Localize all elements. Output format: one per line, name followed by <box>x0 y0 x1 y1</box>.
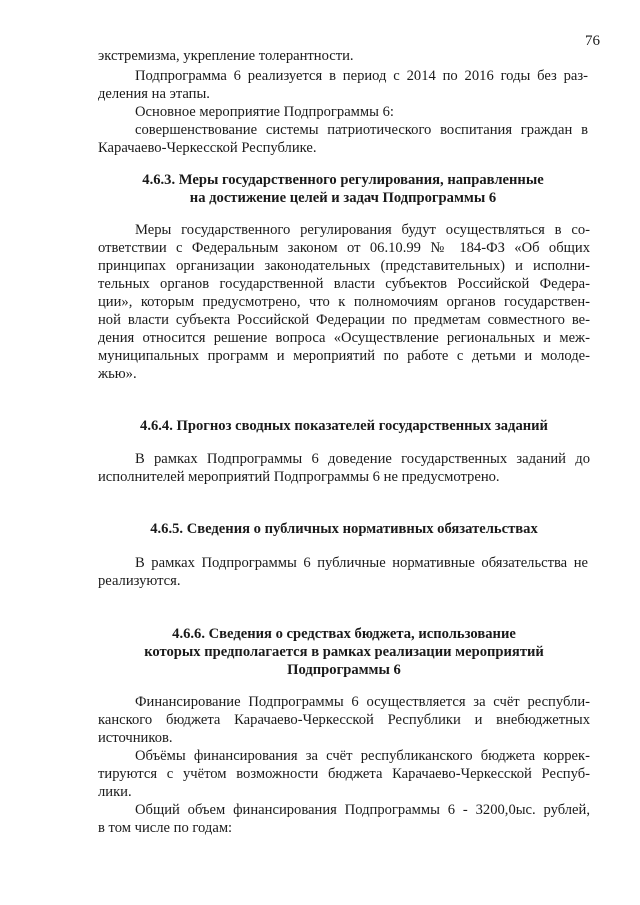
text-line: ции», которым предусмотрено, что к полномочиям органов государствен- <box>98 294 590 310</box>
section-heading: 4.6.6. Сведения о средствах бюджета, использование <box>172 626 516 642</box>
section-heading: 4.6.3. Меры государственного регулирования, направленные <box>142 172 544 188</box>
text-line: тируются с учётом возможности бюджета Карачаево-Черкесской Респуб- <box>98 766 590 782</box>
text-line: Карачаево-Черкесской Республике. <box>98 140 317 156</box>
text-line: муниципальных программ и мероприятий по работе с детьми и молоде- <box>98 348 590 364</box>
section-heading: на достижение целей и задач Подпрограммы 6 <box>189 190 497 206</box>
text-line: тельных органов государственной власти субъектов Российской Федера- <box>98 276 590 292</box>
section-heading: Подпрограммы 6 <box>287 662 401 678</box>
text-line: ной власти субъекта Российской Федерации по предметам совместного ве- <box>98 312 590 328</box>
text-line: жью». <box>98 366 137 382</box>
text-line: Меры государственного регулирования будут осуществляться в со- <box>135 222 590 238</box>
text-line: принципах организации законодательных (представительных) и исполни- <box>98 258 590 274</box>
text-line: В рамках Подпрограммы 6 публичные нормативные обязательства не <box>135 555 588 571</box>
text-line: канского бюджета Карачаево-Черкесской Республики и внебюджетных <box>98 712 590 728</box>
text-line: Подпрограмма 6 реализуется в период с 2014 по 2016 годы без раз- <box>135 68 588 84</box>
text-line: лики. <box>98 784 132 800</box>
text-line: Основное мероприятие Подпрограммы 6: <box>135 104 394 120</box>
section-heading: которых предполагается в рамках реализации мероприятий <box>144 644 544 660</box>
page-number: 76 <box>585 33 600 49</box>
text-line: совершенствование системы патриотического воспитания граждан в <box>135 122 588 138</box>
text-line: В рамках Подпрограммы 6 доведение государственных заданий до <box>135 451 590 467</box>
text-line: Финансирование Подпрограммы 6 осуществляется за счёт республи- <box>135 694 590 710</box>
text-line: деления на этапы. <box>98 86 210 102</box>
text-line: дения относится решение вопроса «Осуществление региональных и меж- <box>98 330 590 346</box>
text-line: Общий объем финансирования Подпрограммы 6 - 3200,0ыс. рублей, <box>135 802 590 818</box>
section-heading: 4.6.4. Прогноз сводных показателей государственных заданий <box>140 418 548 434</box>
text-line: исполнителей мероприятий Подпрограммы 6 не предусмотрено. <box>98 469 500 485</box>
text-line: ответствии с Федеральным законом от 06.10.99 № 184-ФЗ «Об общих <box>98 240 590 256</box>
text-line: в том числе по годам: <box>98 820 233 836</box>
text-line: реализуются. <box>98 573 181 589</box>
section-heading: 4.6.5. Сведения о публичных нормативных обязательствах <box>150 521 538 537</box>
text-line: источников. <box>98 730 173 746</box>
text-line: экстремизма, укрепление толерантности. <box>98 48 354 64</box>
text-line: Объёмы финансирования за счёт республиканского бюджета коррек- <box>135 748 590 764</box>
